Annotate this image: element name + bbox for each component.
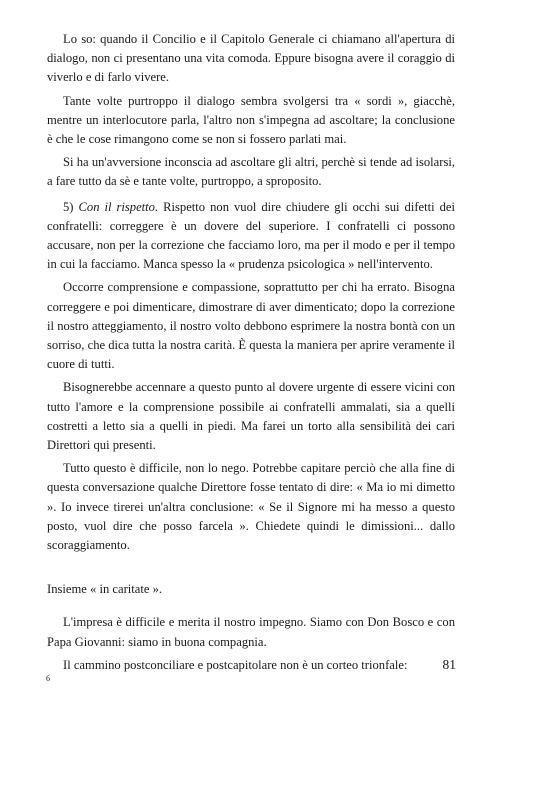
paragraph: Tutto questo è difficile, non lo nego. Potrebbe capitare perciò che alla fine di questa conversazione qualche Direttore fosse tentato di dire: « Ma io mi dimetto ». Io invece tirerei un'altra conclusione: « Se il Signore mi ha messo a questo posto, vuol dire che posso farcela ». Chiedete quindi le dimissioni... dallo scoraggiamento. <box>47 461 455 553</box>
paragraph: Occorre comprensione e compassione, soprattutto per chi ha errato. Bisogna correggere e poi dimenticare, dimostrare di aver dimenticato; dopo la correzione il nostro atteggiamento, il nostro volto debbono esprimere la nostra bontà con un sorriso, che dica tutta la nostra carità. È questa la maniera per aprire veramente il cuore di tutti. <box>47 280 455 372</box>
paragraph: Lo so: quando il Concilio e il Capitolo Generale ci chiamano all'apertura di dialogo, non ci presentano una vita comoda. Eppure bisogna avere il coraggio di viverlo e di farlo vivere. <box>47 32 455 85</box>
page-body <box>47 30 455 679</box>
paragraph: Il cammino postconciliare e postcapitolare non è un corteo trionfale: <box>63 657 408 672</box>
paragraph: Si ha un'avversione inconscia ad ascoltare gli altri, perchè si tende ad isolarsi, a fare tutto da sè e tante volte, purtroppo, a sproposito. <box>47 155 455 189</box>
point-5-paragraph <box>47 198 455 275</box>
paragraph: L'impresa è difficile e merita il nostro impegno. Siamo con Don Bosco e con Papa Giovanni: siamo in buona compagnia. <box>47 615 455 649</box>
page-number: 81 <box>442 657 456 672</box>
section-heading: Insieme « in caritate ». <box>47 582 163 597</box>
point-text: Rispetto non vuol dire chiudere gli occhi sui difetti dei confratelli: correggere è un dovere del superiore. I confratelli ci possono accusare, non per la correzione che facciamo loro, ma per il modo e per il tempo in cui la facciamo. Manca spesso la « prudenza psicologica » nell'intervento. <box>47 199 455 272</box>
point-number: 5) <box>63 199 74 214</box>
signature-mark: 6 <box>46 674 50 683</box>
paragraph: Bisognerebbe accennare a questo punto al dovere urgente di essere vicini con tutto l'amore e la comprensione possibile ai confratelli ammalati, sia a quelli costretti a letto sia a quelli in piedi. Ma farei un torto alla sensibilità dei cari Direttori qui presenti. <box>47 380 455 453</box>
point-title: Con il rispetto. <box>78 199 159 214</box>
paragraph: Tante volte purtroppo il dialogo sembra svolgersi tra « sordi », giacchè, mentre un interlocutore parla, l'altro non s'impegna ad ascoltare; la conclusione è che le cose rimangono come se non si fossero parlati mai. <box>47 93 455 147</box>
